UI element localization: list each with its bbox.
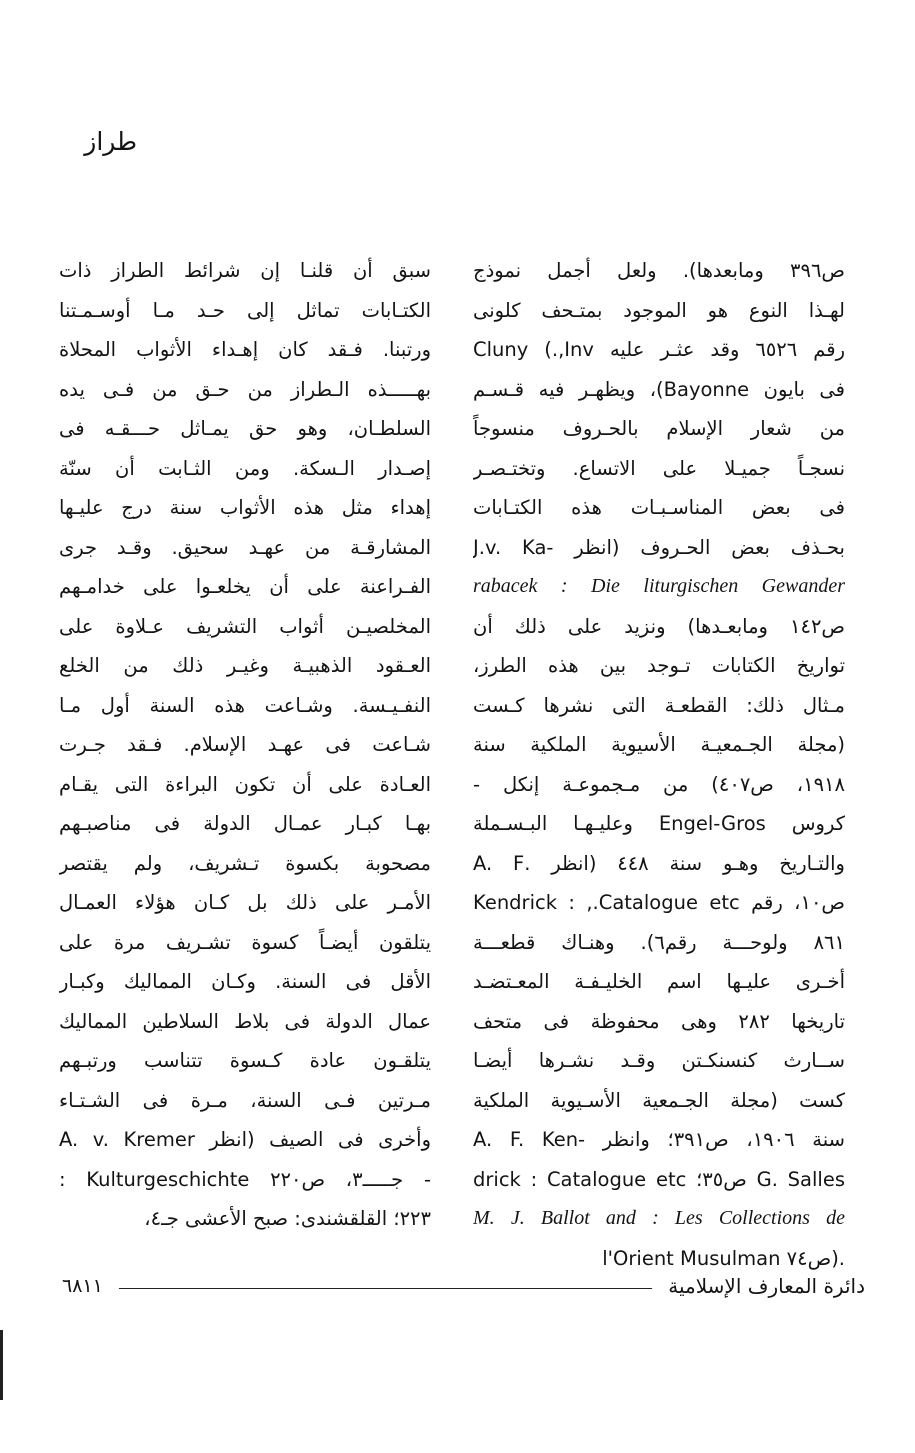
text-line: يتلقون أيضـاً كسوة تشـريف مرة على [59,930,431,954]
text-line: الفـراعنة على أن يخلعـوا على خدامـهم [59,575,431,598]
text-line: ســارث كنسنكـتن وقـد نشـرها أيضـا [473,1049,845,1072]
text-line: السلطـان، وهو حق يمـاثل حـــقـه فى [59,417,431,440]
text-line: rabacek : Die liturgischen Gewander [473,575,845,597]
text-line: ٨٦١ ولوحـــة رقم٦). وهنـاك قطعـــة [473,930,845,954]
text-line: Cluny (.,Inv رقم ٦٥٢٦ وقد عثـر عليه [473,338,845,361]
text-line: الأقل فى السنة. وكـان المماليك وكبـار [59,970,431,993]
text-line: Kendrick : ,.Catalogue etc ص١٠، رقم [473,891,845,914]
text-line: M. J. Ballot and : Les Collections de [473,1207,845,1229]
footer-rule [119,1288,652,1289]
text-line: فى بايون Bayonne)، ويظهـر فيه قـسـم [473,377,845,401]
text-line: العـقود الذهبيـة وغيـر ذلك من الخلع [59,654,431,677]
text-line: ص١٤٢ ومابعـدها) ونزيد على ذلك أن [473,614,845,638]
text-line: مـرتين فـى السنة، مـرة فى الشـتـاء [59,1088,431,1112]
text-line: المخلصيـن أثواب التشريف عـلاوة على [59,614,431,638]
text-line: : Kulturgeschichte جـــــ٣، ص٢٢٠ - [59,1167,431,1191]
text-line: إهداء مثل هذه الأثواب سنة درج عليـها [59,496,431,519]
text-line: سبق أن قلنـا إن شرائط الطراز ذات [59,259,431,282]
text-line: يتلقـون عادة كـسوة تتناسب ورتبـهم [59,1049,431,1072]
text-line: (مجلة الجـمعيـة الأسيوية الملكية سنة [473,733,845,756]
text-line: فى بعض المناسـبـات هذه الكتـابات [473,496,845,519]
text-line: من شعار الإسلام بالحـروف منسوجاً [473,417,845,440]
text-line: مصحوبة بكسوة تـشريف، ولم يقتصر [59,851,431,875]
text-line: سنة ١٩٠٦، ص٣٩١؛ وانظر -A. F. Ken [473,1128,845,1151]
text-line: كروس Engel-Gros وعليـهـا البـسـملة [473,812,845,835]
footer-journal-title: دائرة المعارف الإسلامية [668,1274,865,1298]
text-line: بحـذف بعض الحـروف (انظر -J.v. Ka [473,535,845,559]
page-footer [62,1268,865,1304]
text-line: وأخرى فى الصيف (انظر A. v. Kremer [59,1128,431,1151]
text-line: العـادة على أن تكون البراءة التى يقـام [59,772,431,796]
text-line: بهـــــذه الـطراز من حـق من فـى يده [59,377,431,401]
text-line: الأمـر على ذلك بل كـان هؤلاء العمـال [59,891,431,914]
text-line: نسجـاً جميـلا على الاتساع. وتختـصـر [473,456,845,480]
text-line: أخـرى عليـها اسم الخليـفـة المعـتضـد [473,970,845,993]
running-title: طراز [84,127,137,156]
text-line: تاريخها ٢٨٢ وهى محفوظة فى متحف [473,1009,845,1033]
text-line: بهـا كبـار عمـال الدولة فى مناصبـهم [59,812,431,835]
text-line: إصـدار الـسكة. ومن الثـابت أن سنّة [59,456,431,480]
text-line: المشارقـة من عهـد سحيق. وقـد جرى [59,535,431,559]
text-line: تواريخ الكتابات تـوجد بين هذه الطرز، [473,654,845,677]
text-line: drick : Catalogue etc ص٣٥؛ G. Salles [473,1167,845,1191]
text-line: ص٣٩٦ ومابعدها). ولعل أجمل نموذج [473,259,845,282]
page-number: ٦٨١١ [62,1275,103,1297]
text-line: l'Orient Musulman ص٧٤). [602,1246,845,1270]
text-line: ورتبنا. فـقد كان إهـداء الأثواب المحلاة [59,338,431,361]
right-text-column [473,251,845,1278]
text-line: عمال الدولة فى بلاط السلاطين المماليك [59,1009,431,1033]
text-line: كست (مجلة الجـمعية الأسـيوية الملكية [473,1088,845,1112]
text-line: مـثال ذلك: القطعـة التى نشرها كـست [473,693,845,717]
text-line: الكتـابات تماثل إلى حـد مـا أوسـمـتنا [59,298,431,322]
left-text-column [59,251,431,1239]
text-line: لهـذا النوع هو الموجود بمتـحف كلونى [473,298,845,322]
text-line: شـاعت فى عهـد الإسلام. فـقد جـرت [59,733,431,756]
text-line: والتـاريخ وهـو سنة ٤٤٨ (انظر .A. F [473,851,845,875]
text-line: ١٩١٨، ص٤٠٧) من مـجموعـة إنكل - [473,772,845,796]
text-line: ٢٢٣؛ القلقشندى: صبح الأعشى جـ٤، [144,1207,431,1230]
scan-edge-mark [0,1330,3,1400]
text-line: النفـيـسة. وشـاعت هذه السنة أول مـا [59,693,431,717]
